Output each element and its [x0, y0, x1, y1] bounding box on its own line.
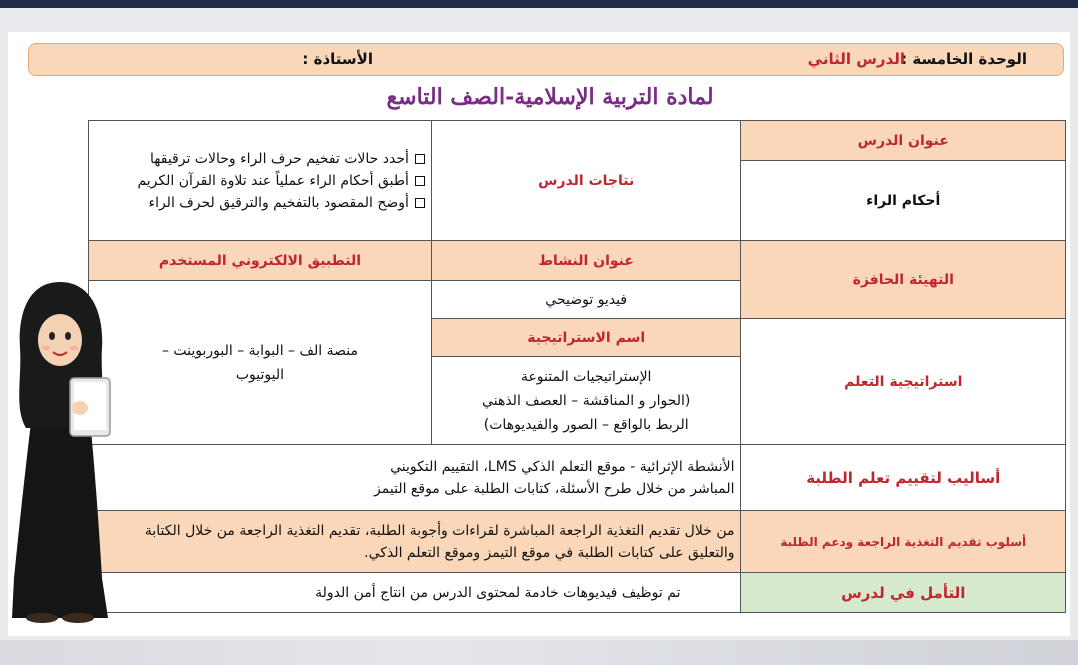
assessment-label-cell: [741, 445, 1066, 511]
outcomes-cell: [89, 121, 432, 241]
strategy-name-label-cell: [431, 319, 741, 357]
checkbox-icon: [415, 154, 425, 164]
activity-title-label-cell: [431, 241, 741, 281]
lesson-title-value: أحكام الراء: [866, 192, 941, 209]
assessment-label: أساليب لتقييم تعلم الطلبة: [806, 468, 1001, 487]
page-title: لمادة التربية الإسلامية-الصف التاسع: [386, 84, 714, 110]
activity-value: فيديو توضيحي: [545, 291, 628, 308]
reflection-value-cell: [89, 573, 741, 613]
feedback-value: من خلال تقديم التغذية الراجعة المباشرة لقراءات وأجوبة الطلبة، تقديم التغذية الراجعة من خلال الكتابة والتعليق على كتابات الطلبة في موقع التيمز وموقع التعلم الذكي.: [144, 522, 735, 561]
assessment-value-cell: [89, 445, 741, 511]
bottom-strip: [0, 640, 1078, 665]
warmup-label: التهيئة الحافزة: [852, 271, 954, 288]
assessment-value: الأنشطة الإثرائية - موقع التعلم الذكي LMS، التقييم التكويني المباشر من خلال طرح الأسئلة، كتابات الطلبة على موقع التيمز: [374, 458, 735, 497]
outcome-item: أوضح المقصود بالتفخيم والترقيق لحرف الراء: [95, 192, 425, 214]
platforms-cell: [89, 281, 432, 445]
top-bar: [0, 0, 1078, 8]
lesson-title-value-cell: [741, 161, 1066, 241]
lesson-title-label-cell: [741, 121, 1066, 161]
feedback-label-cell: [741, 511, 1066, 573]
outcome-item: أطبق أحكام الراء عملياً عند تلاوة القرآن الكريم: [95, 170, 425, 192]
activity-value-cell: [431, 281, 741, 319]
strategy-name-label: اسم الاستراتيجية: [527, 329, 646, 346]
reflection-label: التأمل في لدرس: [841, 583, 966, 602]
outcomes-label-cell: [431, 121, 741, 241]
learning-strategy-label: استراتيجية التعلم: [844, 373, 963, 390]
checkbox-icon: [415, 176, 425, 186]
face-shape: [38, 314, 82, 366]
lesson-label: الدرس الثاني: [807, 50, 905, 68]
e-app-label-cell: [89, 241, 432, 281]
teacher-illustration: [4, 278, 116, 623]
strategy-line: الإستراتيجيات المتنوعة: [520, 368, 652, 385]
teacher-label: الأستاذة :: [302, 50, 373, 68]
feedback-value-cell: [89, 511, 741, 573]
e-app-label: التطبيق الالكتروني المستخدم: [158, 252, 362, 269]
strategy-line: (الحوار و المناقشة – العصف الذهني: [482, 392, 691, 409]
reflection-value: تم توظيف فيديوهات خادمة لمحتوى الدرس من انتاج أمن الدولة: [315, 584, 681, 601]
reflection-label-cell: [741, 573, 1066, 613]
warmup-label-cell: [741, 241, 1066, 319]
top-gap: [0, 8, 1078, 32]
outcome-item: أحدد حالات تفخيم حرف الراء وحالات ترقيقها: [95, 148, 425, 170]
unit-label: الوحدة الخامسة :: [901, 50, 1027, 68]
lesson-plan-table: [88, 120, 1066, 613]
platforms-value: منصة الف – البوابة – البوربوينت – اليوتيوب: [161, 342, 358, 383]
activity-title-label: عنوان النشاط: [538, 252, 634, 269]
lesson-header-bar: [28, 43, 1064, 76]
strategy-cell: [431, 357, 741, 445]
learning-strategy-label-cell: [741, 319, 1066, 445]
feedback-label: أسلوب تقديم التغذية الراجعة ودعم الطلبة: [780, 534, 1027, 549]
checkbox-icon: [415, 198, 425, 208]
strategy-line: الربط بالواقع – الصور والفيديوهات): [483, 416, 689, 433]
lesson-title-label: عنوان الدرس: [857, 132, 949, 149]
outcomes-label: نتاجات الدرس: [538, 172, 635, 189]
